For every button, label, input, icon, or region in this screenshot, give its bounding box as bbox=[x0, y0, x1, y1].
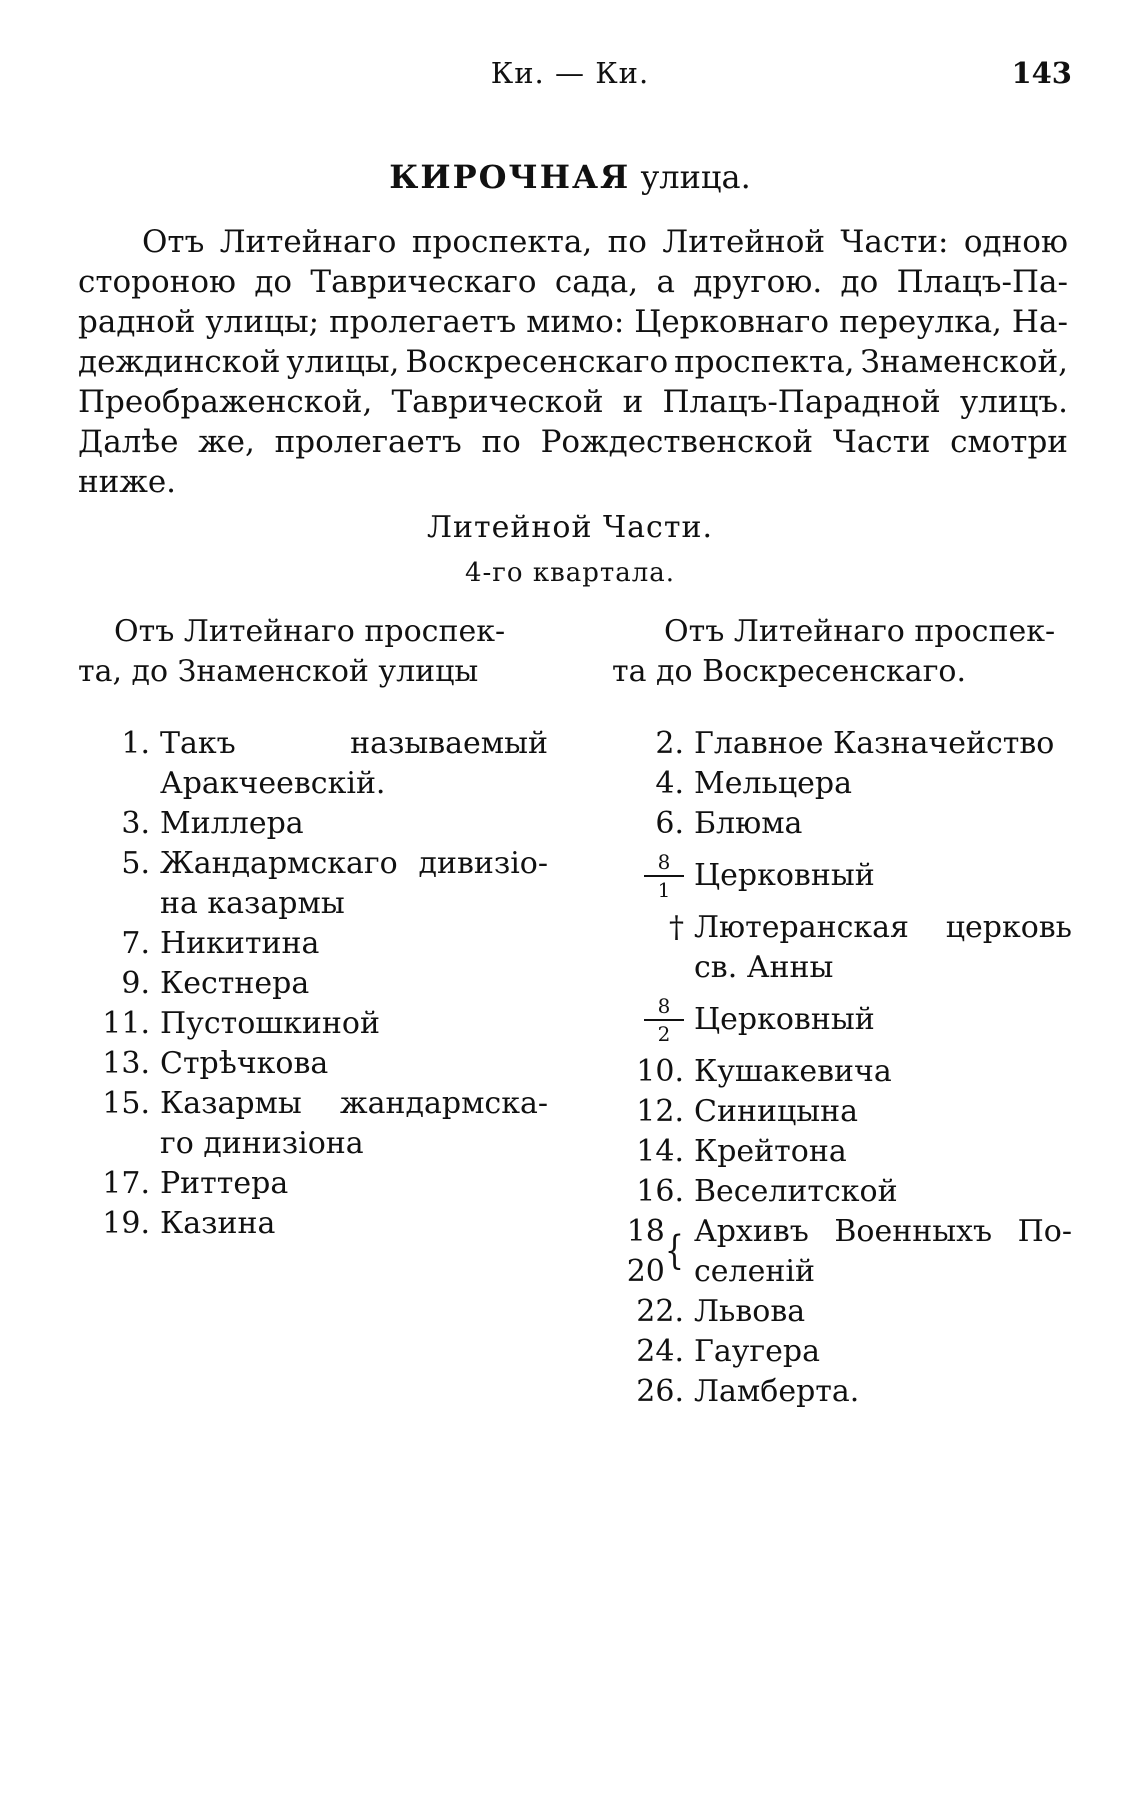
entry-text: Церковный bbox=[694, 1002, 875, 1037]
house-number: 14. bbox=[636, 1134, 684, 1169]
house-number: 6. bbox=[655, 806, 684, 841]
word: Части bbox=[832, 424, 931, 460]
word: деждинской bbox=[78, 344, 281, 380]
entry-text-line: Крейтона bbox=[694, 1134, 847, 1169]
entry-text-line: Аракчеевскій. bbox=[160, 766, 386, 801]
street-name: КИРОЧНАЯ bbox=[389, 158, 631, 196]
word: дивизіо- bbox=[418, 846, 548, 881]
house-number: 12. bbox=[636, 1094, 684, 1129]
left-column bbox=[78, 612, 548, 1244]
word: Лютеранская bbox=[694, 910, 909, 945]
entry-text-line: селеній bbox=[694, 1254, 815, 1289]
word: Отъ bbox=[142, 224, 205, 260]
entry-text bbox=[160, 1164, 548, 1204]
word: одною bbox=[963, 224, 1068, 260]
house-number: 18 bbox=[626, 1214, 665, 1249]
word: Таврической bbox=[391, 384, 604, 420]
part-title: Литейной Части. bbox=[427, 510, 713, 545]
entry-text-line bbox=[160, 724, 548, 764]
house-number: 22. bbox=[636, 1294, 684, 1329]
list-item bbox=[78, 1164, 548, 1204]
house-number: 15. bbox=[102, 1086, 150, 1121]
fraction-top: 8 bbox=[657, 994, 671, 1018]
word: улицъ. bbox=[959, 384, 1068, 420]
entry-text bbox=[694, 804, 1072, 844]
entry-text bbox=[160, 724, 548, 804]
house-number: 4. bbox=[655, 766, 684, 801]
list-item bbox=[78, 964, 548, 1004]
entry-text bbox=[160, 844, 548, 924]
word: Казармы bbox=[160, 1086, 302, 1121]
entry-text bbox=[160, 1004, 548, 1044]
entry-text bbox=[160, 804, 548, 844]
word: проспекта, bbox=[674, 344, 855, 380]
entry-text-line: Никитина bbox=[160, 926, 320, 961]
entry-text-line: на казармы bbox=[160, 886, 345, 921]
house-number: 13. bbox=[102, 1046, 150, 1081]
word: смотри bbox=[950, 424, 1068, 460]
entry-text bbox=[694, 724, 1072, 764]
fraction-entry bbox=[612, 844, 1072, 908]
list-item bbox=[78, 804, 548, 844]
entry-text-line: го динизіона bbox=[160, 1126, 364, 1161]
word: Литейнаго bbox=[219, 224, 397, 260]
entry-text bbox=[160, 964, 548, 1004]
intro-line: ниже. bbox=[78, 464, 177, 500]
intro-line bbox=[78, 262, 1068, 302]
list-item bbox=[612, 1372, 1072, 1412]
fraction-entry bbox=[612, 988, 1072, 1052]
list-item bbox=[78, 1004, 548, 1044]
list-item bbox=[78, 724, 548, 804]
word: Жандармскаго bbox=[160, 846, 398, 881]
word: Таврическаго bbox=[310, 264, 537, 300]
list-item bbox=[78, 924, 548, 964]
entry-text-line: Казина bbox=[160, 1206, 276, 1241]
left-house-list bbox=[78, 724, 548, 1244]
right-house-list bbox=[612, 724, 1072, 1412]
entry-text-line bbox=[694, 1212, 1072, 1252]
word: проспекта, bbox=[411, 224, 593, 260]
word: Далѣе bbox=[78, 424, 179, 460]
intro-line bbox=[78, 342, 1068, 382]
entry-text: Церковный bbox=[694, 858, 875, 893]
word: по bbox=[607, 224, 647, 260]
entry-text-line: Ламберта. bbox=[694, 1374, 860, 1409]
fraction-number bbox=[644, 995, 684, 1045]
entry-text bbox=[694, 1372, 1072, 1412]
word: а bbox=[656, 264, 675, 300]
word: до bbox=[840, 264, 879, 300]
entry-text-line bbox=[160, 1084, 548, 1124]
house-number: 16. bbox=[636, 1174, 684, 1209]
entry-text-line bbox=[694, 908, 1072, 948]
word: переулка, bbox=[839, 304, 1002, 340]
list-item bbox=[78, 1044, 548, 1084]
entry-text-line: Стрѣчкова bbox=[160, 1046, 329, 1081]
word: улицы, bbox=[286, 344, 400, 380]
quarter-title: 4-го квартала. bbox=[464, 558, 676, 588]
entry-text bbox=[160, 924, 548, 964]
entry-text-line: Львова bbox=[694, 1294, 806, 1329]
entry-text bbox=[694, 764, 1072, 804]
entry-text-line: Гаугера bbox=[694, 1334, 820, 1369]
house-number: 20 bbox=[626, 1254, 665, 1289]
list-item bbox=[78, 1084, 548, 1164]
house-number: 24. bbox=[636, 1334, 684, 1369]
word: Рождественской bbox=[540, 424, 814, 460]
word: Части: bbox=[840, 224, 949, 260]
house-number: 1. bbox=[121, 726, 150, 761]
right-column-header-line: та до Воскресенскаго. bbox=[612, 654, 967, 689]
entry-text-line: Кестнера bbox=[160, 966, 310, 1001]
running-head: Ки. — Ки. bbox=[490, 56, 650, 90]
entry-text-line: Веселитской bbox=[694, 1174, 898, 1209]
entry-text bbox=[694, 1052, 1072, 1092]
list-item bbox=[612, 1132, 1072, 1172]
word: сада, bbox=[554, 264, 639, 300]
entry-text bbox=[694, 1132, 1072, 1172]
word: улицы; bbox=[205, 304, 320, 340]
word: Воскресенскаго bbox=[405, 344, 669, 380]
intro-paragraph bbox=[78, 222, 1068, 502]
entry-text-line: Блюма bbox=[694, 806, 803, 841]
entry-text bbox=[160, 1044, 548, 1084]
house-number: 3. bbox=[121, 806, 150, 841]
word: Архивъ bbox=[694, 1214, 809, 1249]
list-item bbox=[612, 1092, 1072, 1132]
street-type: улица. bbox=[640, 158, 751, 196]
entry-text-line: Кушакевича bbox=[694, 1054, 892, 1089]
street-heading bbox=[0, 158, 1140, 196]
house-number: 11. bbox=[102, 1006, 150, 1041]
entry-text-line: Риттера bbox=[160, 1166, 289, 1201]
house-number: 19. bbox=[102, 1206, 150, 1241]
list-item bbox=[78, 1204, 548, 1244]
archive-entry bbox=[612, 1212, 1072, 1292]
word: же, bbox=[198, 424, 255, 460]
house-number: 26. bbox=[636, 1374, 684, 1409]
list-item bbox=[612, 1292, 1072, 1332]
word: жандармска- bbox=[340, 1086, 548, 1121]
word: пролегаетъ bbox=[329, 304, 517, 340]
word: до bbox=[254, 264, 293, 300]
word: На- bbox=[1011, 304, 1068, 340]
list-item bbox=[612, 1332, 1072, 1372]
word: Преображенской, bbox=[78, 384, 373, 420]
word: стороною bbox=[78, 264, 236, 300]
word: мимо: bbox=[526, 304, 625, 340]
fraction-top: 8 bbox=[657, 850, 671, 874]
intro-line bbox=[78, 382, 1068, 422]
fraction-number bbox=[644, 851, 684, 901]
word: По- bbox=[1017, 1214, 1072, 1249]
word: другою. bbox=[693, 264, 823, 300]
entry-text-line: Пустошкиной bbox=[160, 1006, 380, 1041]
entry-text-line: св. Анны bbox=[694, 950, 834, 985]
fraction-bottom: 1 bbox=[657, 878, 671, 902]
entry-text bbox=[694, 1332, 1072, 1372]
house-number: 2. bbox=[655, 726, 684, 761]
entry-text-line: Главное Казначейство bbox=[694, 726, 1055, 761]
house-number: 7. bbox=[121, 926, 150, 961]
house-number: 5. bbox=[121, 846, 150, 881]
word: и bbox=[622, 384, 644, 420]
list-item bbox=[612, 764, 1072, 804]
right-column bbox=[612, 612, 1072, 1412]
entry-text bbox=[694, 1092, 1072, 1132]
entry-text bbox=[160, 1204, 548, 1244]
word: пролегаетъ bbox=[274, 424, 462, 460]
cross-icon: † bbox=[669, 910, 684, 945]
list-item bbox=[612, 1172, 1072, 1212]
list-item bbox=[78, 844, 548, 924]
right-column-header-line: Отъ Литейнаго проспек- bbox=[664, 614, 1056, 649]
left-column-header-line: та, до Знаменской улицы bbox=[78, 654, 479, 689]
entry-text bbox=[694, 1172, 1072, 1212]
entry-text-line: Мельцера bbox=[694, 766, 852, 801]
left-column-header-line: Отъ Литейнаго проспек- bbox=[114, 614, 506, 649]
list-item bbox=[612, 724, 1072, 764]
brace-icon: { bbox=[664, 1228, 684, 1275]
intro-line bbox=[78, 422, 1068, 462]
intro-line bbox=[78, 302, 1068, 342]
word: Церковнаго bbox=[634, 304, 830, 340]
intro-line bbox=[78, 222, 1068, 262]
page-number: 143 bbox=[1011, 56, 1072, 90]
word: называемый bbox=[350, 726, 548, 761]
right-column-header bbox=[612, 612, 1072, 692]
church-entry bbox=[612, 908, 1072, 988]
word: по bbox=[481, 424, 521, 460]
house-number: 17. bbox=[102, 1166, 150, 1201]
word: Военныхъ bbox=[834, 1214, 993, 1249]
entry-text-line: Синицына bbox=[694, 1094, 858, 1129]
left-column-header bbox=[78, 612, 548, 692]
word: Литейной bbox=[662, 224, 826, 260]
house-number: 10. bbox=[636, 1054, 684, 1089]
list-item bbox=[612, 1052, 1072, 1092]
word: Знаменской, bbox=[860, 344, 1068, 380]
word: радной bbox=[78, 304, 196, 340]
entry-text-line bbox=[160, 844, 548, 884]
word: Плацъ-Парадной bbox=[662, 384, 941, 420]
word: Плацъ-Па- bbox=[896, 264, 1068, 300]
house-number: 9. bbox=[121, 966, 150, 1001]
entry-text bbox=[694, 1292, 1072, 1332]
entry-text-line: Миллера bbox=[160, 806, 304, 841]
list-item bbox=[612, 804, 1072, 844]
entry-text bbox=[160, 1084, 548, 1164]
word: Такъ bbox=[160, 726, 236, 761]
word: церковь bbox=[945, 910, 1072, 945]
fraction-bottom: 2 bbox=[657, 1022, 671, 1046]
